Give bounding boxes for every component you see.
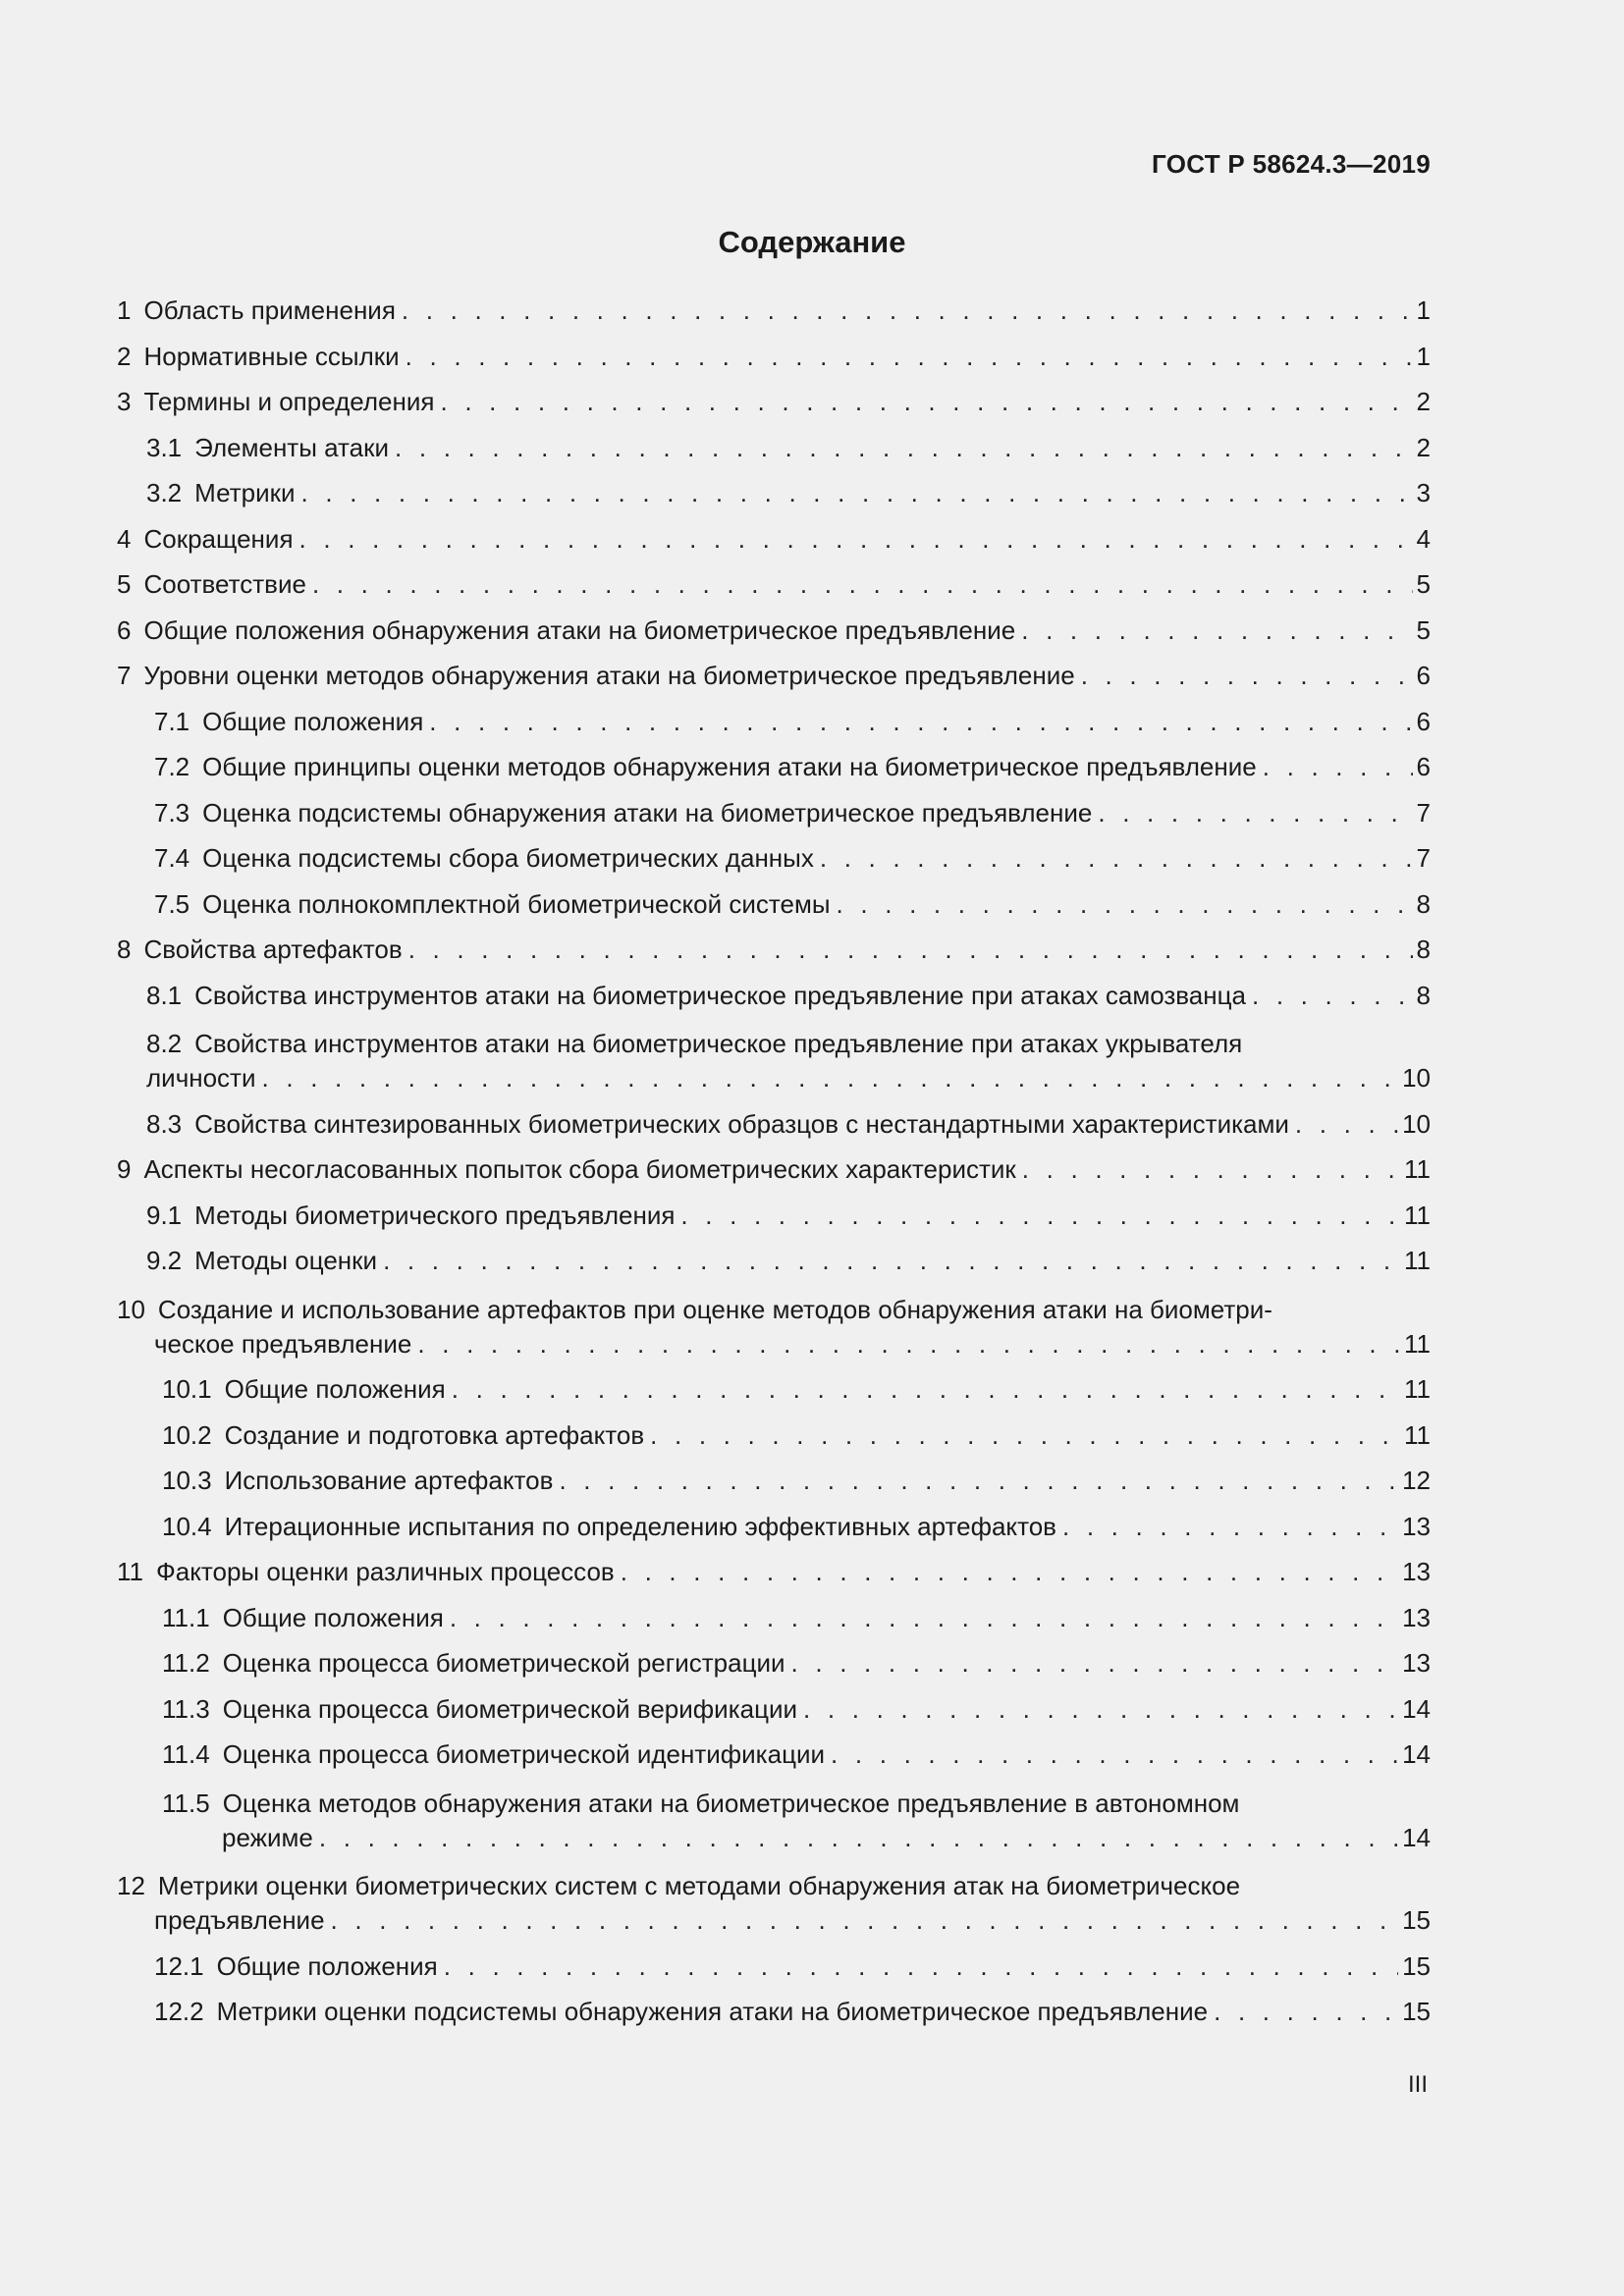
dot-leader — [803, 1693, 1398, 1725]
dot-leader — [837, 888, 1413, 920]
toc-entry-text: Метрики оценки подсистемы обнаружения атаки на биометрическое предъявление — [216, 1997, 1209, 2026]
toc-entry-text: Метрики — [194, 478, 296, 507]
toc-entry-page: 3 — [1416, 478, 1431, 507]
toc-entry-page: 10 — [1402, 1108, 1431, 1139]
toc-entry-page: 11 — [1404, 1200, 1431, 1230]
toc-entry-page: 12 — [1402, 1466, 1431, 1495]
toc-entry-text: Термины и определения — [143, 387, 435, 416]
toc-entry-page: 11 — [1404, 1328, 1431, 1359]
dot-leader — [559, 1465, 1398, 1496]
toc-entry-page: 13 — [1402, 1602, 1431, 1632]
toc-entry[interactable] — [117, 1373, 1431, 1405]
toc-entry-page: 2 — [1416, 432, 1431, 462]
toc-entry-text: Общие положения обнаружения атаки на биометрическое предъявление — [143, 614, 1016, 645]
toc-entry[interactable] — [117, 432, 1431, 463]
toc-entry-page: 13 — [1402, 1648, 1431, 1678]
toc-entry[interactable] — [117, 797, 1431, 828]
toc-entry-page: 15 — [1402, 1950, 1431, 1981]
toc-entry[interactable] — [117, 980, 1431, 1011]
toc-entry-title — [146, 432, 395, 463]
toc-entry-text: Оценка методов обнаружения атаки на биометрическое предъявление в автономном — [222, 1788, 1240, 1818]
toc-entry-title — [162, 1647, 791, 1679]
toc-entry-title — [162, 1738, 831, 1770]
dot-leader — [395, 432, 1413, 463]
dot-leader — [450, 1602, 1398, 1633]
toc-entry-page: 15 — [1402, 1905, 1431, 1935]
toc-entry[interactable] — [117, 1647, 1431, 1679]
toc-entry-text: Сокращения — [143, 523, 294, 554]
toc-entry-title — [146, 477, 301, 508]
document-id: ГОСТ Р 58624.3—2019 — [1152, 149, 1431, 179]
toc-entry-number: 10.2 — [162, 1419, 212, 1450]
toc-entry-title — [117, 1291, 1278, 1328]
table-of-contents — [117, 294, 1431, 2042]
toc-entry[interactable] — [117, 842, 1431, 874]
toc-entry[interactable] — [117, 477, 1431, 508]
dot-leader — [440, 386, 1412, 417]
toc-entry-number: 9.1 — [146, 1200, 183, 1230]
toc-entry-text: Метрики оценки биометрических систем с методами обнаружения атак на биометрическое — [157, 1871, 1241, 1900]
toc-entry-text: Соответствие — [143, 569, 306, 599]
toc-entry[interactable] — [117, 706, 1431, 737]
toc-entry-title — [146, 1245, 383, 1276]
toc-entry-text-continued: предъявление — [154, 1905, 325, 1935]
toc-entry[interactable] — [117, 1950, 1431, 1982]
toc-entry-title — [117, 1556, 621, 1587]
toc-entry[interactable] — [117, 1785, 1431, 1853]
dot-leader — [1081, 660, 1413, 691]
toc-entry-page: 2 — [1416, 387, 1431, 416]
toc-entry-number: 1 — [117, 295, 132, 325]
toc-entry-text: Элементы атаки — [194, 432, 389, 462]
toc-entry-page: 8 — [1416, 888, 1431, 919]
toc-entry-title — [146, 1025, 1248, 1062]
toc-entry[interactable] — [117, 1738, 1431, 1770]
toc-entry-page: 7 — [1416, 843, 1431, 873]
dot-leader — [452, 1373, 1400, 1405]
dot-leader — [331, 1904, 1399, 1936]
toc-entry[interactable] — [117, 660, 1431, 691]
toc-entry[interactable] — [117, 614, 1431, 646]
dot-leader — [1295, 1108, 1398, 1140]
toc-entry-number: 11.4 — [162, 1739, 210, 1769]
toc-entry-page: 6 — [1416, 661, 1431, 690]
toc-entry-page: 14 — [1402, 1822, 1431, 1852]
toc-entry-page: 6 — [1416, 752, 1431, 781]
toc-entry-number: 3 — [117, 387, 132, 416]
toc-entry[interactable] — [117, 1511, 1431, 1542]
toc-entry[interactable] — [117, 1996, 1431, 2027]
toc-entry-page: 8 — [1416, 980, 1431, 1010]
toc-entry[interactable] — [117, 1291, 1431, 1360]
toc-entry-number: 10.3 — [162, 1466, 212, 1495]
toc-entry-title — [117, 386, 440, 417]
toc-entry-number: 11.3 — [162, 1693, 210, 1724]
toc-entry-number: 7.4 — [154, 843, 190, 873]
toc-entry-number: 3.2 — [146, 478, 183, 507]
toc-entry-text: Общие положения — [202, 706, 424, 736]
dot-leader — [1214, 1996, 1398, 2027]
dot-leader — [791, 1647, 1399, 1679]
toc-entry[interactable] — [117, 568, 1431, 600]
toc-entry-text: Оценка подсистемы сбора биометрических данных — [202, 843, 814, 873]
toc-entry-page: 15 — [1402, 1997, 1431, 2026]
toc-entry-title — [162, 1693, 803, 1725]
toc-entry-title — [117, 523, 299, 555]
toc-entry-text: Создание и использование артефактов при оценке методов обнаружения атаки на биометри- — [157, 1294, 1272, 1324]
toc-entry-title — [162, 1511, 1062, 1542]
toc-entry-title — [162, 1465, 559, 1496]
dot-leader — [319, 1822, 1398, 1853]
page-number: III — [1407, 2071, 1428, 2098]
toc-entry-page: 4 — [1416, 523, 1431, 554]
dot-leader — [402, 294, 1413, 326]
toc-entry-text: Оценка процесса биометрической идентификации — [222, 1739, 826, 1769]
toc-entry[interactable] — [117, 1465, 1431, 1496]
toc-entry-text-continued: личности — [146, 1063, 256, 1093]
toc-entry-title — [117, 568, 312, 600]
toc-entry-number: 11.1 — [162, 1602, 210, 1632]
toc-entry-page: 13 — [1402, 1511, 1431, 1541]
toc-entry-title — [154, 797, 1098, 828]
toc-entry-text: Общие принципы оценки методов обнаружения атаки на биометрическое предъявление — [202, 752, 1257, 781]
toc-entry-text: Нормативные ссылки — [143, 341, 400, 371]
dot-leader — [1252, 980, 1413, 1011]
toc-entry-title — [162, 1602, 450, 1633]
toc-entry-number: 10 — [117, 1294, 145, 1324]
toc-entry-text: Общие положения — [216, 1950, 438, 1981]
toc-entry-number: 10.4 — [162, 1511, 212, 1541]
toc-entry[interactable] — [117, 1108, 1431, 1140]
toc-entry-title — [154, 751, 1263, 782]
toc-entry-text: Общие положения — [224, 1374, 446, 1404]
toc-entry-text: Аспекты несогласованных попыток сбора биометрических характеристик — [143, 1154, 1016, 1184]
dot-leader — [417, 1328, 1400, 1360]
toc-entry-text: Оценка процесса биометрической верификации — [222, 1693, 798, 1724]
toc-entry[interactable] — [117, 386, 1431, 417]
dot-leader — [444, 1950, 1398, 1982]
toc-entry-title — [154, 1950, 444, 1982]
toc-entry-text: Свойства инструментов атаки на биометрическое предъявление при атаках укрывателя — [194, 1029, 1243, 1058]
toc-entry-number: 7.3 — [154, 797, 190, 828]
toc-entry-title — [117, 294, 402, 326]
toc-entry-text: Использование артефактов — [224, 1466, 554, 1495]
toc-entry-number: 7.2 — [154, 752, 190, 781]
dot-leader — [301, 477, 1413, 508]
toc-entry-title — [146, 980, 1252, 1011]
dot-leader — [312, 568, 1413, 600]
toc-entry-text: Оценка полнокомплектной биометрической системы — [202, 888, 831, 919]
toc-entry-number: 5 — [117, 569, 132, 599]
dot-leader — [820, 842, 1413, 874]
toc-entry-number: 7.5 — [154, 888, 190, 919]
toc-entry-title — [154, 888, 837, 920]
toc-entry-page: 5 — [1416, 569, 1431, 599]
toc-entry-text: Свойства инструментов атаки на биометрическое предъявление при атаках самозванца — [194, 980, 1246, 1010]
toc-entry-number: 8 — [117, 934, 132, 964]
toc-entry-page: 6 — [1416, 706, 1431, 736]
toc-entry-page: 11 — [1404, 1419, 1431, 1450]
toc-entry-title — [117, 660, 1081, 691]
toc-entry-page: 7 — [1416, 797, 1431, 828]
toc-entry[interactable] — [117, 888, 1431, 920]
toc-entry-number: 6 — [117, 614, 132, 645]
toc-entry-number: 11.2 — [162, 1648, 210, 1678]
dot-leader — [1098, 797, 1412, 828]
toc-entry-number: 7 — [117, 661, 132, 690]
toc-entry-page: 14 — [1402, 1739, 1431, 1769]
toc-entry-number: 7.1 — [154, 706, 190, 736]
toc-entry[interactable] — [117, 751, 1431, 782]
toc-entry-title — [117, 1867, 1246, 1904]
toc-entry-page: 1 — [1416, 341, 1431, 371]
toc-entry-text: Общие положения — [222, 1602, 444, 1632]
toc-entry-number: 8.1 — [146, 980, 183, 1010]
toc-entry[interactable] — [117, 1556, 1431, 1587]
toc-entry-number: 3.1 — [146, 432, 183, 462]
toc-entry-title — [162, 1785, 1245, 1822]
toc-entry-page: 11 — [1404, 1246, 1431, 1275]
dot-leader — [650, 1419, 1400, 1451]
toc-entry[interactable] — [117, 1200, 1431, 1231]
toc-entry-text: Методы биометрического предъявления — [194, 1200, 676, 1230]
dot-leader — [299, 523, 1413, 555]
dot-leader — [406, 341, 1413, 372]
dot-leader — [1062, 1511, 1398, 1542]
toc-entry-number: 8.2 — [146, 1029, 183, 1058]
toc-entry[interactable] — [117, 294, 1431, 326]
dot-leader — [621, 1556, 1398, 1587]
toc-entry[interactable] — [117, 1602, 1431, 1633]
toc-entry-title — [117, 1153, 1022, 1185]
toc-entry[interactable] — [117, 1867, 1431, 1936]
toc-entry-title — [154, 706, 429, 737]
toc-entry-text: Область применения — [143, 295, 396, 325]
toc-entry-text-continued: ческое предъявление — [154, 1328, 412, 1359]
toc-entry[interactable] — [117, 934, 1431, 965]
toc-entry-number: 8.3 — [146, 1108, 183, 1139]
dot-leader — [262, 1062, 1399, 1094]
toc-entry-number: 10.1 — [162, 1374, 212, 1404]
toc-entry[interactable] — [117, 1245, 1431, 1276]
toc-entry-page: 14 — [1402, 1693, 1431, 1724]
toc-entry-page: 1 — [1416, 295, 1431, 325]
toc-entry-page: 8 — [1416, 934, 1431, 964]
toc-entry-number: 12.2 — [154, 1997, 204, 2026]
toc-entry-text: Методы оценки — [194, 1246, 378, 1275]
toc-entry-text: Оценка подсистемы обнаружения атаки на биометрическое предъявление — [202, 797, 1093, 828]
toc-entry-text: Уровни оценки методов обнаружения атаки на биометрическое предъявление — [143, 661, 1075, 690]
toc-entry-page: 5 — [1416, 614, 1431, 645]
toc-entry[interactable] — [117, 1693, 1431, 1725]
toc-entry-number: 11.5 — [162, 1788, 210, 1818]
toc-entry-number: 9.2 — [146, 1246, 183, 1275]
toc-entry-title — [154, 1996, 1214, 2027]
toc-entry-page: 11 — [1404, 1374, 1431, 1404]
toc-entry-text: Создание и подготовка артефактов — [224, 1419, 645, 1450]
toc-entry-title — [162, 1419, 650, 1451]
toc-entry-page: 10 — [1402, 1063, 1431, 1093]
dot-leader — [1021, 614, 1412, 646]
toc-entry-page: 13 — [1402, 1557, 1431, 1586]
dot-leader — [1022, 1153, 1400, 1185]
dot-leader — [408, 934, 1413, 965]
toc-entry-title — [162, 1373, 452, 1405]
toc-entry-title — [117, 934, 408, 965]
toc-entry-text: Оценка процесса биометрической регистрации — [222, 1648, 785, 1678]
toc-entry-text-continued: режиме — [222, 1822, 313, 1852]
toc-entry[interactable] — [117, 523, 1431, 555]
toc-entry-title — [146, 1200, 680, 1231]
toc-entry-number: 2 — [117, 341, 132, 371]
dot-leader — [429, 706, 1412, 737]
page-title: Содержание — [718, 225, 906, 259]
toc-entry-number: 4 — [117, 523, 132, 554]
toc-entry-page: 11 — [1404, 1154, 1431, 1184]
toc-entry-title — [154, 842, 820, 874]
dot-leader — [1263, 751, 1413, 782]
toc-entry-text: Итерационные испытания по определению эффективных артефактов — [224, 1511, 1056, 1541]
toc-entry-number: 11 — [117, 1557, 143, 1586]
dot-leader — [680, 1200, 1400, 1231]
toc-entry-title — [117, 614, 1021, 646]
toc-entry[interactable] — [117, 1419, 1431, 1451]
toc-entry-title — [146, 1108, 1295, 1140]
toc-entry-number: 12.1 — [154, 1950, 204, 1981]
toc-entry-text: Свойства артефактов — [143, 934, 403, 964]
toc-entry[interactable] — [117, 341, 1431, 372]
toc-entry-title — [117, 341, 406, 372]
toc-entry-number: 12 — [117, 1871, 145, 1900]
dot-leader — [383, 1245, 1400, 1276]
toc-entry-text: Факторы оценки различных процессов — [156, 1557, 615, 1586]
toc-entry[interactable] — [117, 1025, 1431, 1094]
toc-entry[interactable] — [117, 1153, 1431, 1185]
dot-leader — [831, 1738, 1398, 1770]
toc-entry-number: 9 — [117, 1154, 132, 1184]
toc-entry-text: Свойства синтезированных биометрических образцов с нестандартными характеристиками — [194, 1108, 1289, 1139]
